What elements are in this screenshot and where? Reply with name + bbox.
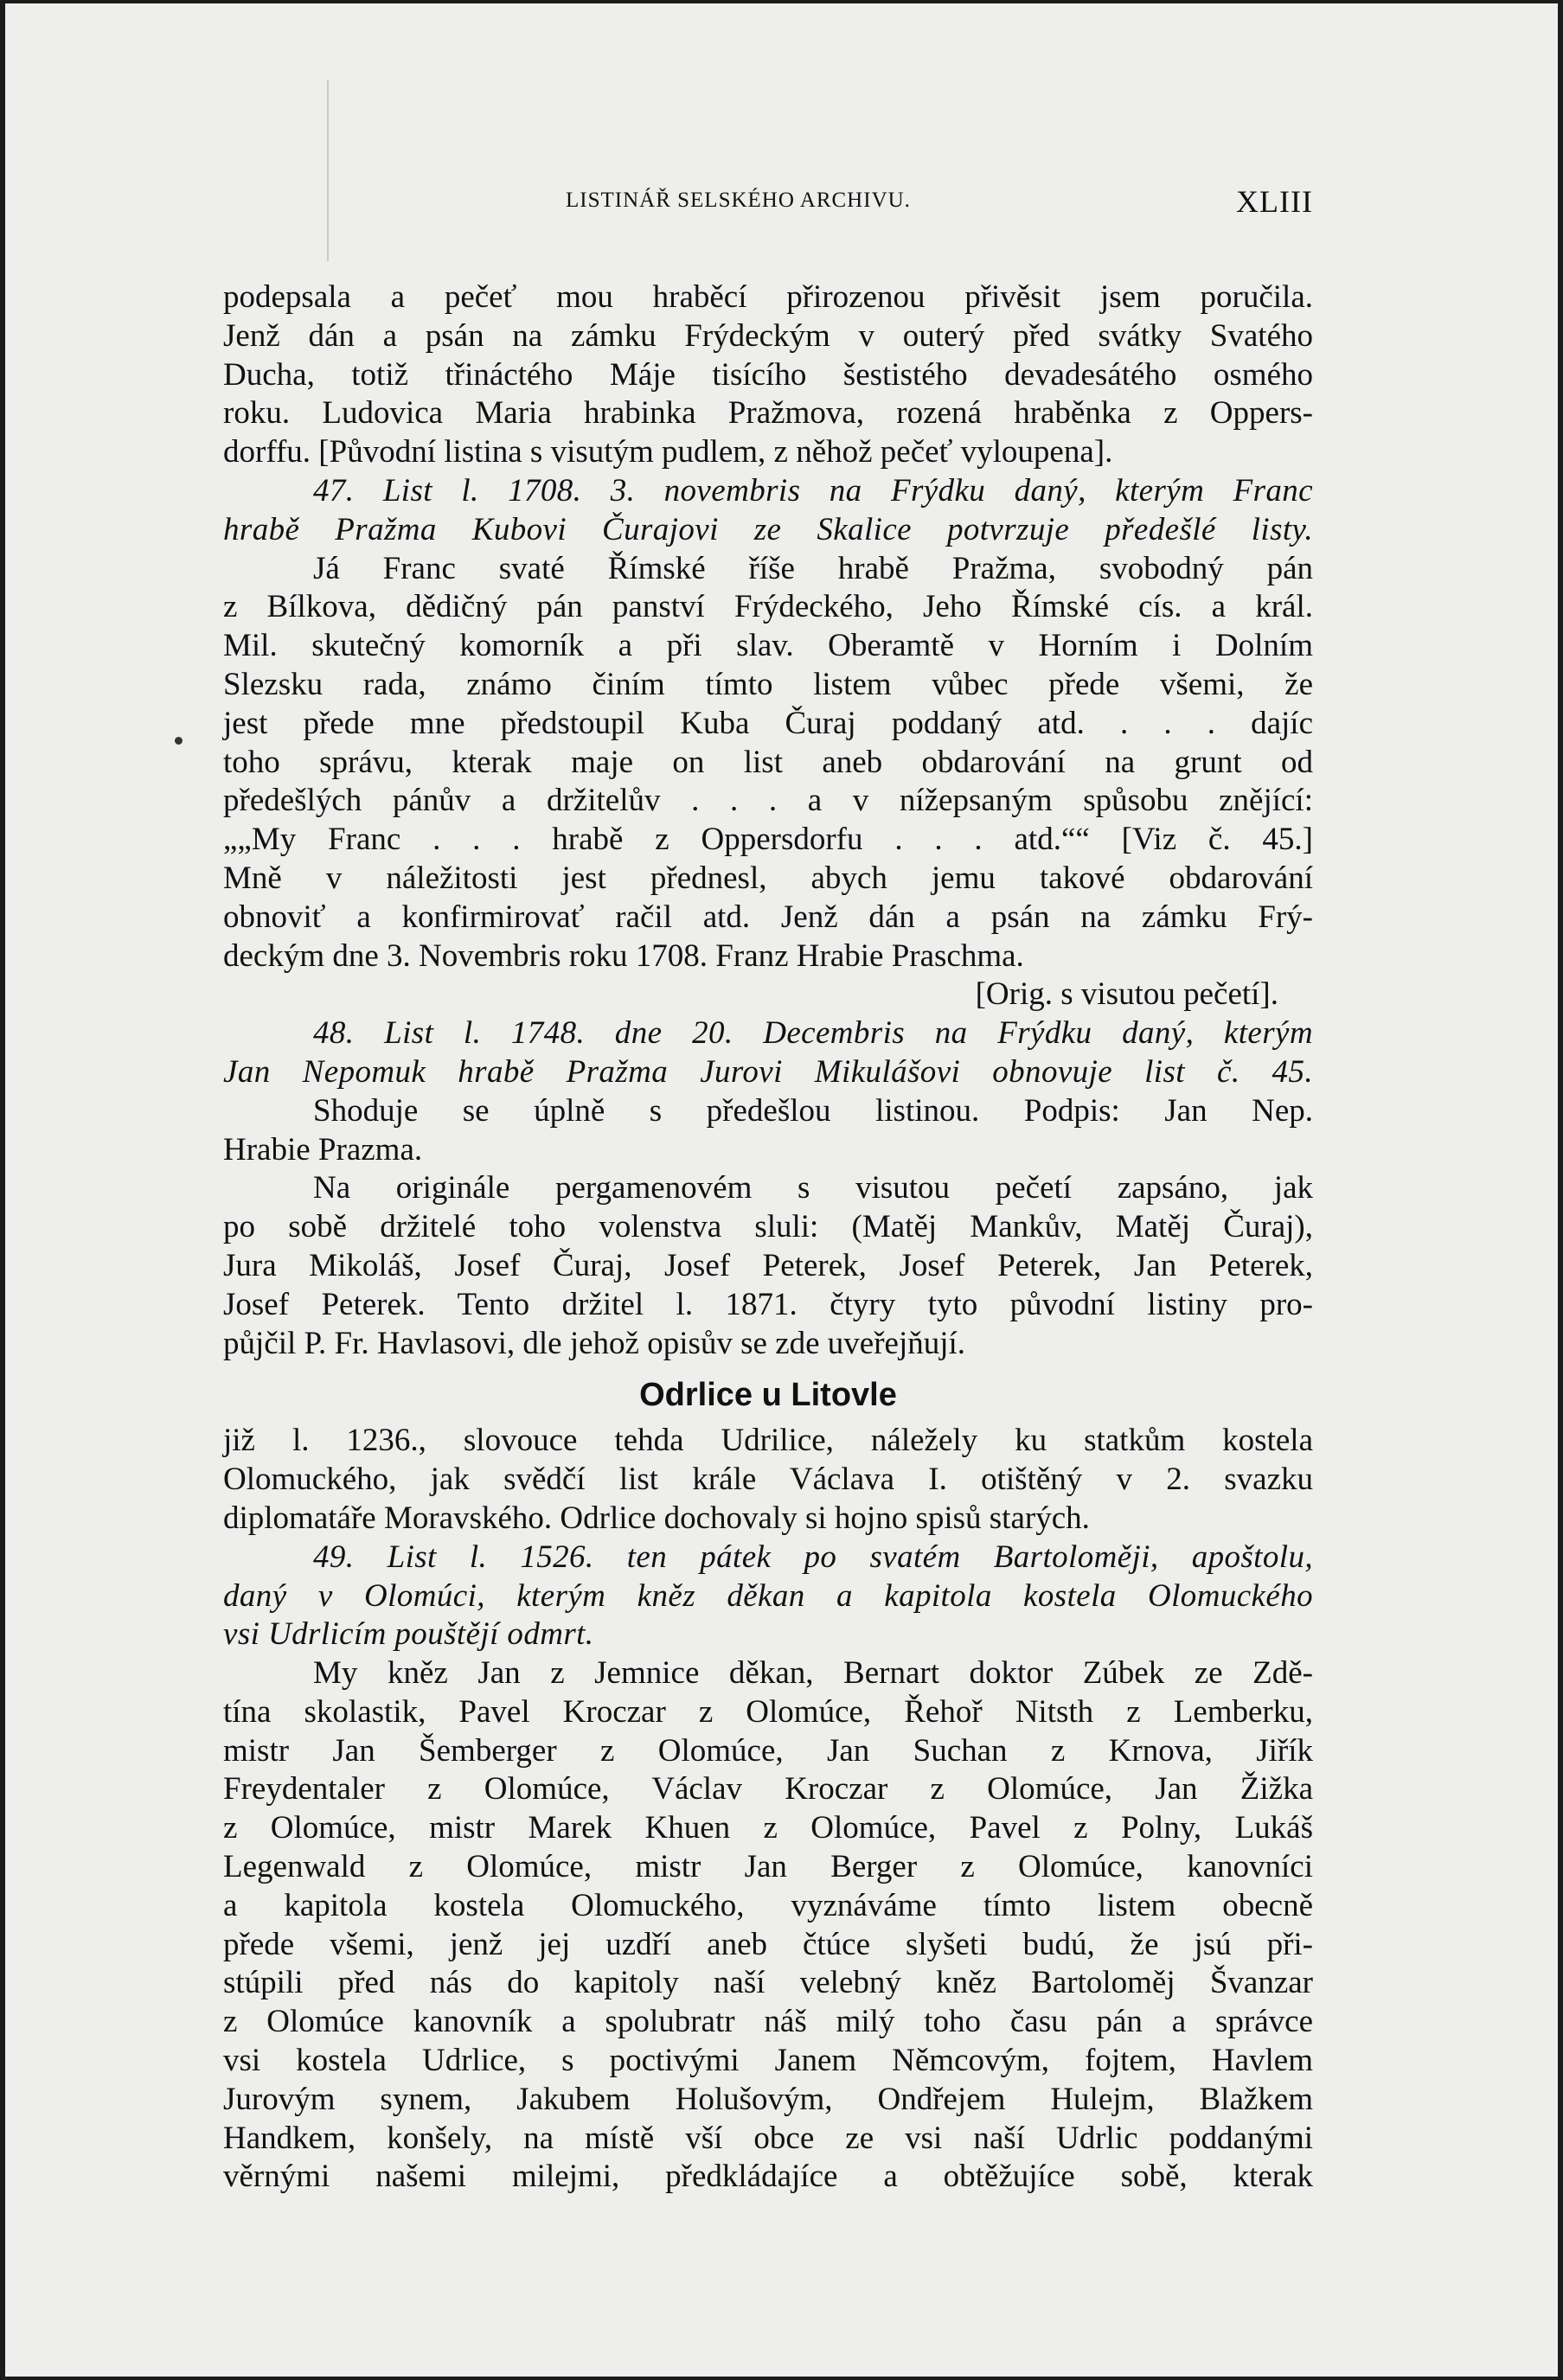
text-line: Mně v náležitosti jest přednesl, abych jemu takové obdarování: [223, 860, 1313, 896]
text-line: a kapitola kostela Olomuckého, vyznáváme tímto listem obecně: [223, 1887, 1313, 1923]
text-line: Olomuckého, jak svědčí list krále Václava I. otištěný v 2. svazku: [223, 1462, 1313, 1498]
body-text: [223, 278, 1313, 2197]
text-line: jest přede mne předstoupil Kuba Čuraj poddaný atd. . . . dajíc: [223, 705, 1313, 741]
text-line: tína skolastik, Pavel Kroczar z Olomúce, Řehoř Nitsth z Lemberku,: [223, 1693, 1313, 1730]
text-line: deckým dne 3. Novembris roku 1708. Franz Hrabie Praschma.: [223, 937, 1024, 974]
text-line: Jenž dán a psán na zámku Frýdeckým v outerý před svátky Svatého: [223, 317, 1313, 354]
text-line: dorffu. [Původní listina s visutým pudlem, z něhož pečeť vyloupena].: [223, 434, 1113, 470]
text-line: toho správu, kterak maje on list aneb obdarování na grunt od: [223, 744, 1313, 780]
page-header: [223, 183, 1313, 227]
text-line: Jura Mikoláš, Josef Čuraj, Josef Peterek, Josef Peterek, Jan Peterek,: [223, 1247, 1313, 1283]
document-heading-line: 47. List l. 1708. 3. novembris na Frýdku daný, kterým Franc: [313, 472, 1313, 509]
text-line: věrnými našemi milejmi, předkládajíce a obtěžujíce sobě, kterak: [223, 2159, 1313, 2195]
document-heading-line: hrabě Pražma Kubovi Čurajovi ze Skalice potvrzuje předešlé listy.: [223, 511, 1313, 547]
text-line: předešlých pánův a držitelův . . . a v nížepsaným spůsobu znějící:: [223, 783, 1313, 819]
text-line: přede všemi, jenž jej uzdří aneb čtúce slyšeti budú, že jsú při-: [223, 1926, 1313, 1962]
binding-mark: [327, 80, 329, 261]
running-title: LISTINÁŘ SELSKÉHO ARCHIVU.: [566, 189, 911, 212]
text-line: podepsala a pečeť mou hraběcí přirozenou přivěsit jsem poručila.: [223, 279, 1313, 315]
text-line: z Bílkova, dědičný pán panství Frýdeckého, Jeho Římské cís. a král.: [223, 589, 1313, 625]
text-line: My kněz Jan z Jemnice děkan, Bernart doktor Zúbek ze Zdě-: [313, 1655, 1313, 1692]
text-line: „„My Franc . . . hrabě z Oppersdorfu . . . atd.““ [Viz č. 45.]: [223, 822, 1313, 858]
text-line: Freydentaler z Olomúce, Václav Kroczar z Olomúce, Jan Žižka: [223, 1771, 1313, 1807]
section-heading: Odrlice u Litovle: [639, 1377, 897, 1414]
text-line: mistr Jan Šemberger z Olomúce, Jan Suchan z Krnova, Jiřík: [223, 1732, 1313, 1769]
text-line: Mil. skutečný komorník a při slav. Oberamtě v Horním i Dolním: [223, 628, 1313, 664]
text-line: Ducha, totiž třináctého Máje tisícího šestistého devadesátého osmého: [223, 356, 1313, 393]
text-line: obnoviť a konfirmirovať račil atd. Jenž dán a psán na zámku Frý-: [223, 899, 1313, 935]
text-line: Já Franc svaté Římské říše hrabě Pražma, svobodný pán: [313, 550, 1313, 586]
text-line: diplomatáře Moravského. Odrlice dochovaly si hojno spisů starých.: [223, 1500, 1090, 1536]
text-line: stúpili před nás do kapitoly naší velebný kněz Bartoloměj Švanzar: [223, 1965, 1313, 2001]
text-line: z Olomúce kanovník a spolubratr náš milý toho času pán a správce: [223, 2004, 1313, 2040]
text-line: Josef Peterek. Tento držitel l. 1871. čtyry tyto původní listiny pro-: [223, 1286, 1313, 1322]
page-number: XLIII: [1236, 184, 1313, 219]
text-line: z Olomúce, mistr Marek Khuen z Olomúce, Pavel z Polny, Lukáš: [223, 1810, 1313, 1846]
margin-dot: [175, 737, 183, 745]
document-heading-line: Jan Nepomuk hrabě Pražma Jurovi Mikulášovi obnovuje list č. 45.: [223, 1053, 1313, 1090]
text-line: půjčil P. Fr. Havlasovi, dle jehož opisův se zde uveřejňují.: [223, 1325, 966, 1361]
text-line: vsi kostela Udrlice, s poctivými Janem Němcovým, fojtem, Havlem: [223, 2043, 1313, 2079]
text-line: Jurovým synem, Jakubem Holušovým, Ondřejem Hulejm, Blažkem: [223, 2081, 1313, 2117]
text-line: po sobě držitelé toho volenstva sluli: (Matěj Mankův, Matěj Čuraj),: [223, 1209, 1313, 1245]
document-heading-line: daný v Olomúci, kterým kněz děkan a kapitola kostela Olomuckého: [223, 1577, 1313, 1614]
text-line: [Orig. s visutou pečetí].: [975, 976, 1278, 1013]
document-heading-line: vsi Udrlicím pouštějí odmrt.: [223, 1616, 594, 1653]
book-page: [5, 3, 1558, 2377]
text-line: již l. 1236., slovouce tehda Udrilice, náležely ku statkům kostela: [223, 1423, 1313, 1459]
text-line: Hrabie Prazma.: [223, 1131, 423, 1168]
text-line: Handkem, konšely, na místě vší obce ze vsi naší Udrlic poddanými: [223, 2120, 1313, 2156]
text-line: Shoduje se úplně s předešlou listinou. Podpis: Jan Nep.: [313, 1092, 1313, 1129]
text-line: Na originále pergamenovém s visutou pečetí zapsáno, jak: [313, 1170, 1313, 1206]
document-heading-line: 48. List l. 1748. dne 20. Decembris na Frýdku daný, kterým: [313, 1015, 1313, 1052]
text-line: Slezsku rada, známo činím tímto listem vůbec přede všemi, že: [223, 666, 1313, 702]
text-line: Legenwald z Olomúce, mistr Jan Berger z Olomúce, kanovníci: [223, 1849, 1313, 1885]
text-line: roku. Ludovica Maria hrabinka Pražmova, rozená hraběnka z Oppers-: [223, 395, 1313, 432]
document-heading-line: 49. List l. 1526. ten pátek po svatém Bartoloměji, apoštolu,: [313, 1539, 1313, 1575]
